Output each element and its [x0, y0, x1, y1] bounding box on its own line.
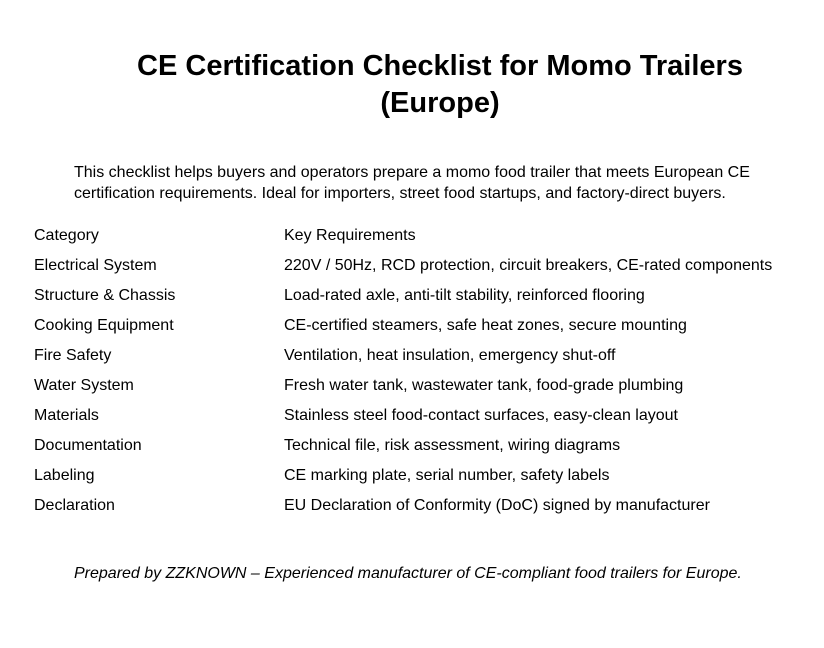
title-line-1: CE Certification Checklist for Momo Trailers	[137, 50, 743, 82]
header-requirements: Key Requirements	[284, 227, 416, 244]
intro-line-1: This checklist helps buyers and operators prepare a momo food trailer that meets European CE	[74, 164, 750, 181]
table-row	[34, 496, 772, 526]
table-row	[34, 376, 772, 406]
requirements-cell: Load-rated axle, anti-tilt stability, reinforced flooring	[284, 287, 645, 304]
category-cell: Electrical System	[34, 257, 157, 274]
footer-note: Prepared by ZZKNOWN – Experienced manufacturer of CE-compliant food trailers for Europe.	[74, 565, 742, 582]
requirements-cell: 220V / 50Hz, RCD protection, circuit breakers, CE-rated components	[284, 257, 773, 274]
requirements-cell: Stainless steel food-contact surfaces, easy-clean layout	[284, 407, 678, 424]
category-cell: Documentation	[34, 437, 142, 454]
table-row	[34, 466, 772, 496]
intro-line-2: certification requirements. Ideal for importers, street food startups, and factory-direct buyers.	[74, 185, 726, 202]
table-row	[34, 346, 772, 376]
category-cell: Fire Safety	[34, 347, 112, 364]
requirements-cell: CE-certified steamers, safe heat zones, secure mounting	[284, 317, 687, 334]
requirements-cell: CE marking plate, serial number, safety labels	[284, 467, 610, 484]
table-row	[34, 316, 772, 346]
requirements-cell: Technical file, risk assessment, wiring diagrams	[284, 437, 621, 454]
category-cell: Cooking Equipment	[34, 317, 174, 334]
requirements-cell: EU Declaration of Conformity (DoC) signed by manufacturer	[284, 497, 710, 514]
table-header-row	[34, 226, 772, 256]
category-cell: Labeling	[34, 467, 95, 484]
table-row	[34, 256, 772, 286]
header-category: Category	[34, 227, 99, 244]
table-row	[34, 436, 772, 466]
category-cell: Materials	[34, 407, 99, 424]
requirements-cell: Ventilation, heat insulation, emergency shut-off	[284, 347, 616, 364]
category-cell: Water System	[34, 377, 134, 394]
category-cell: Declaration	[34, 497, 115, 514]
category-cell: Structure & Chassis	[34, 287, 176, 304]
table-row	[34, 406, 772, 436]
table-row	[34, 286, 772, 316]
intro-paragraph	[74, 162, 804, 204]
requirements-cell: Fresh water tank, wastewater tank, food-grade plumbing	[284, 377, 684, 394]
requirements-table	[34, 226, 772, 526]
title-line-2: (Europe)	[380, 87, 500, 119]
document-title	[0, 48, 824, 122]
